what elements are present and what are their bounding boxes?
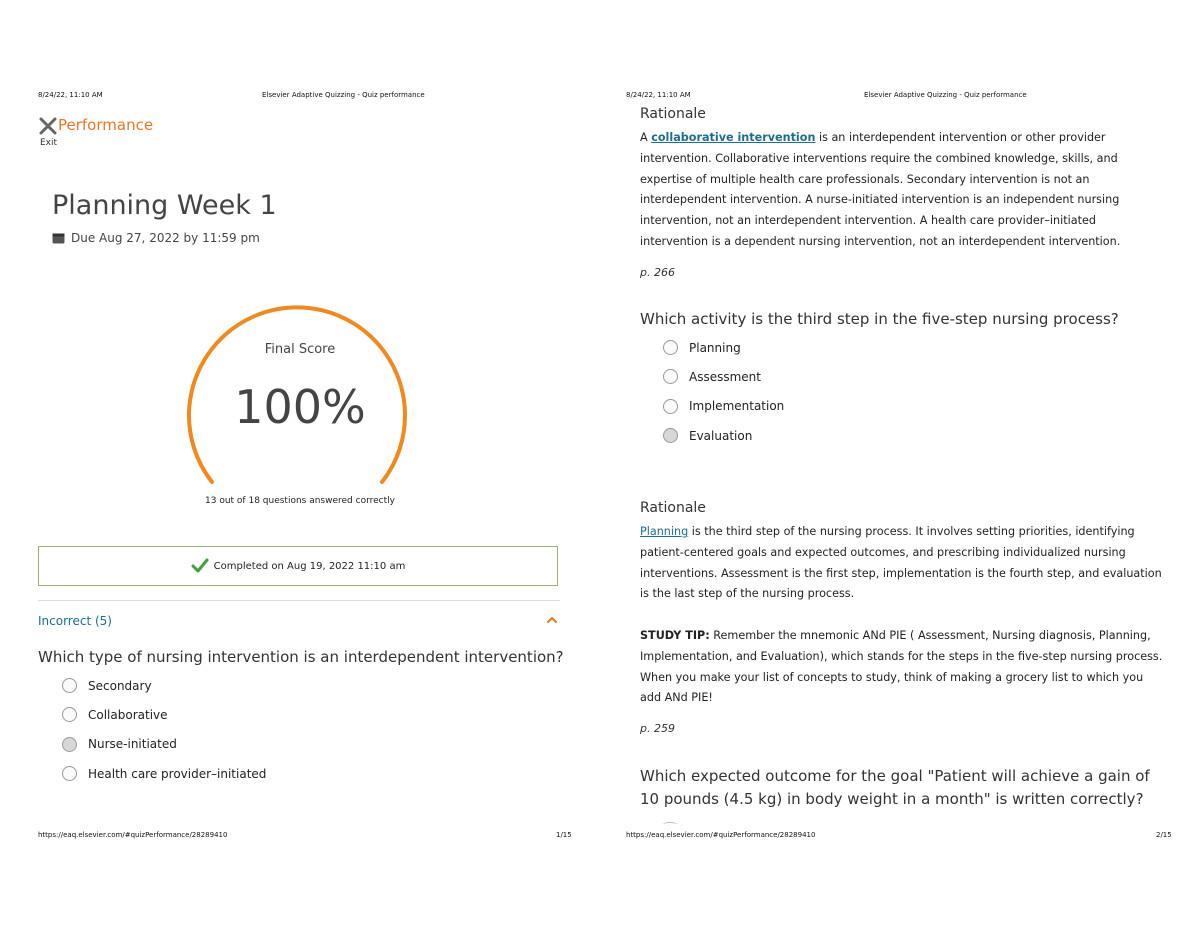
question-text: Which activity is the third step in the five-step nursing process? (640, 310, 1119, 328)
radio-button[interactable] (62, 678, 77, 693)
answer-option[interactable] (62, 671, 266, 700)
answer-option-label: Nurse-initiated (88, 737, 177, 752)
completed-text: Completed on Aug 19, 2022 11:10 am (213, 560, 406, 572)
answer-option-label: Collaborative (88, 707, 168, 722)
question-text: Which type of nursing intervention is an interdependent intervention? (38, 648, 564, 666)
close-icon[interactable] (38, 116, 58, 136)
print-title: Elsevier Adaptive Quizzing - Quiz performance (262, 91, 425, 99)
radio-button[interactable] (663, 399, 678, 414)
exit-link[interactable]: Exit (40, 138, 58, 148)
divider (38, 600, 560, 601)
question-text: Which expected outcome for the goal "Patient will achieve a gain of 10 pounds (4.5 kg) in body weight in a month" is written correctly? (640, 767, 1150, 808)
page-reference: p. 266 (640, 266, 675, 279)
answer-option-label: Evaluation (689, 428, 753, 443)
rationale-text (640, 128, 1165, 253)
rationale-body: is an interdependent intervention or other provider intervention. Collaborative interventions require the combined knowledge, skills, and expertise of multiple health care professionals. Secondary intervention is not an interdependent intervention. A nurse-initiated intervention is an independent nursing intervention, not an interdependent intervention. A health care provider–initiated intervention is a dependent nursing intervention, not an interdependent intervention. (640, 131, 1121, 248)
answer-option-label: Secondary (88, 678, 152, 693)
print-date: 8/24/22, 11:10 AM (38, 91, 103, 99)
radio-button[interactable] (663, 369, 678, 384)
print-url: https://eaq.elsevier.com/#quizPerformance/28289410 (38, 831, 228, 839)
answer-option[interactable] (62, 759, 266, 788)
answer-option-label: Assessment (689, 369, 761, 384)
print-date: 8/24/22, 11:10 AM (626, 91, 691, 99)
calendar-icon (52, 232, 65, 244)
answer-option-label: Planning (689, 340, 741, 355)
study-tip (640, 626, 1165, 709)
rationale-text (640, 522, 1165, 605)
radio-button (663, 822, 677, 827)
radio-button[interactable] (62, 707, 77, 722)
print-title: Elsevier Adaptive Quizzing - Quiz performance (864, 91, 1027, 99)
radio-button[interactable] (62, 737, 77, 752)
study-tip-text: Remember the mnemonic ANd PIE ( Assessment, Nursing diagnosis, Planning, Implementation, and Evaluation), which stands for the steps in the five-step nursing process. When you make your list of concepts to study, think of making a grocery list to which you add ANd PIE! (640, 629, 1163, 705)
answer-options (663, 333, 784, 450)
radio-button[interactable] (62, 766, 77, 781)
study-tip-label: STUDY TIP: (640, 629, 710, 642)
print-page-number: 1/15 (556, 831, 572, 839)
final-score-value: 100% (234, 380, 366, 434)
quiz-title: Planning Week 1 (52, 190, 277, 221)
answer-option[interactable] (663, 333, 784, 362)
print-url: https://eaq.elsevier.com/#quizPerformance/28289410 (626, 831, 816, 839)
page-2 (600, 0, 1200, 927)
chevron-up-icon[interactable] (546, 614, 558, 626)
answer-option-label: Health care provider–initiated (88, 766, 267, 781)
rationale-prefix: A (640, 131, 652, 144)
answer-option-label: Implementation (689, 399, 785, 414)
due-date-text: Due Aug 27, 2022 by 11:59 pm (71, 231, 260, 245)
answer-option[interactable] (62, 700, 266, 729)
answer-option[interactable] (663, 362, 784, 391)
radio-button[interactable] (663, 428, 678, 443)
print-page-number: 2/15 (1156, 831, 1172, 839)
page-reference: p. 259 (640, 722, 675, 735)
glossary-link[interactable]: collaborative intervention (651, 131, 816, 144)
incorrect-section-toggle[interactable]: Incorrect (5) (38, 614, 112, 628)
answered-summary: 13 out of 18 questions answered correctly (205, 496, 395, 506)
rationale-heading: Rationale (640, 500, 706, 516)
radio-button[interactable] (663, 340, 678, 355)
answer-option[interactable] (663, 392, 784, 421)
due-date (52, 231, 260, 245)
glossary-link[interactable]: Planning (640, 525, 689, 538)
final-score-label: Final Score (264, 342, 336, 357)
check-icon (191, 558, 209, 574)
answer-option[interactable] (663, 421, 784, 450)
performance-title: Performance (58, 116, 154, 134)
answer-options (62, 671, 266, 788)
rationale-body: is the third step of the nursing process. It involves setting priorities, identifying patient-centered goals and expected outcomes, and prescribing individualized nursing interventions. Assessment is the first step, implementation is the fourth step, and evaluation is the last step of the nursing process. (640, 525, 1162, 601)
completed-banner (38, 546, 558, 586)
answer-option[interactable] (62, 730, 266, 759)
rationale-heading: Rationale (640, 106, 706, 122)
